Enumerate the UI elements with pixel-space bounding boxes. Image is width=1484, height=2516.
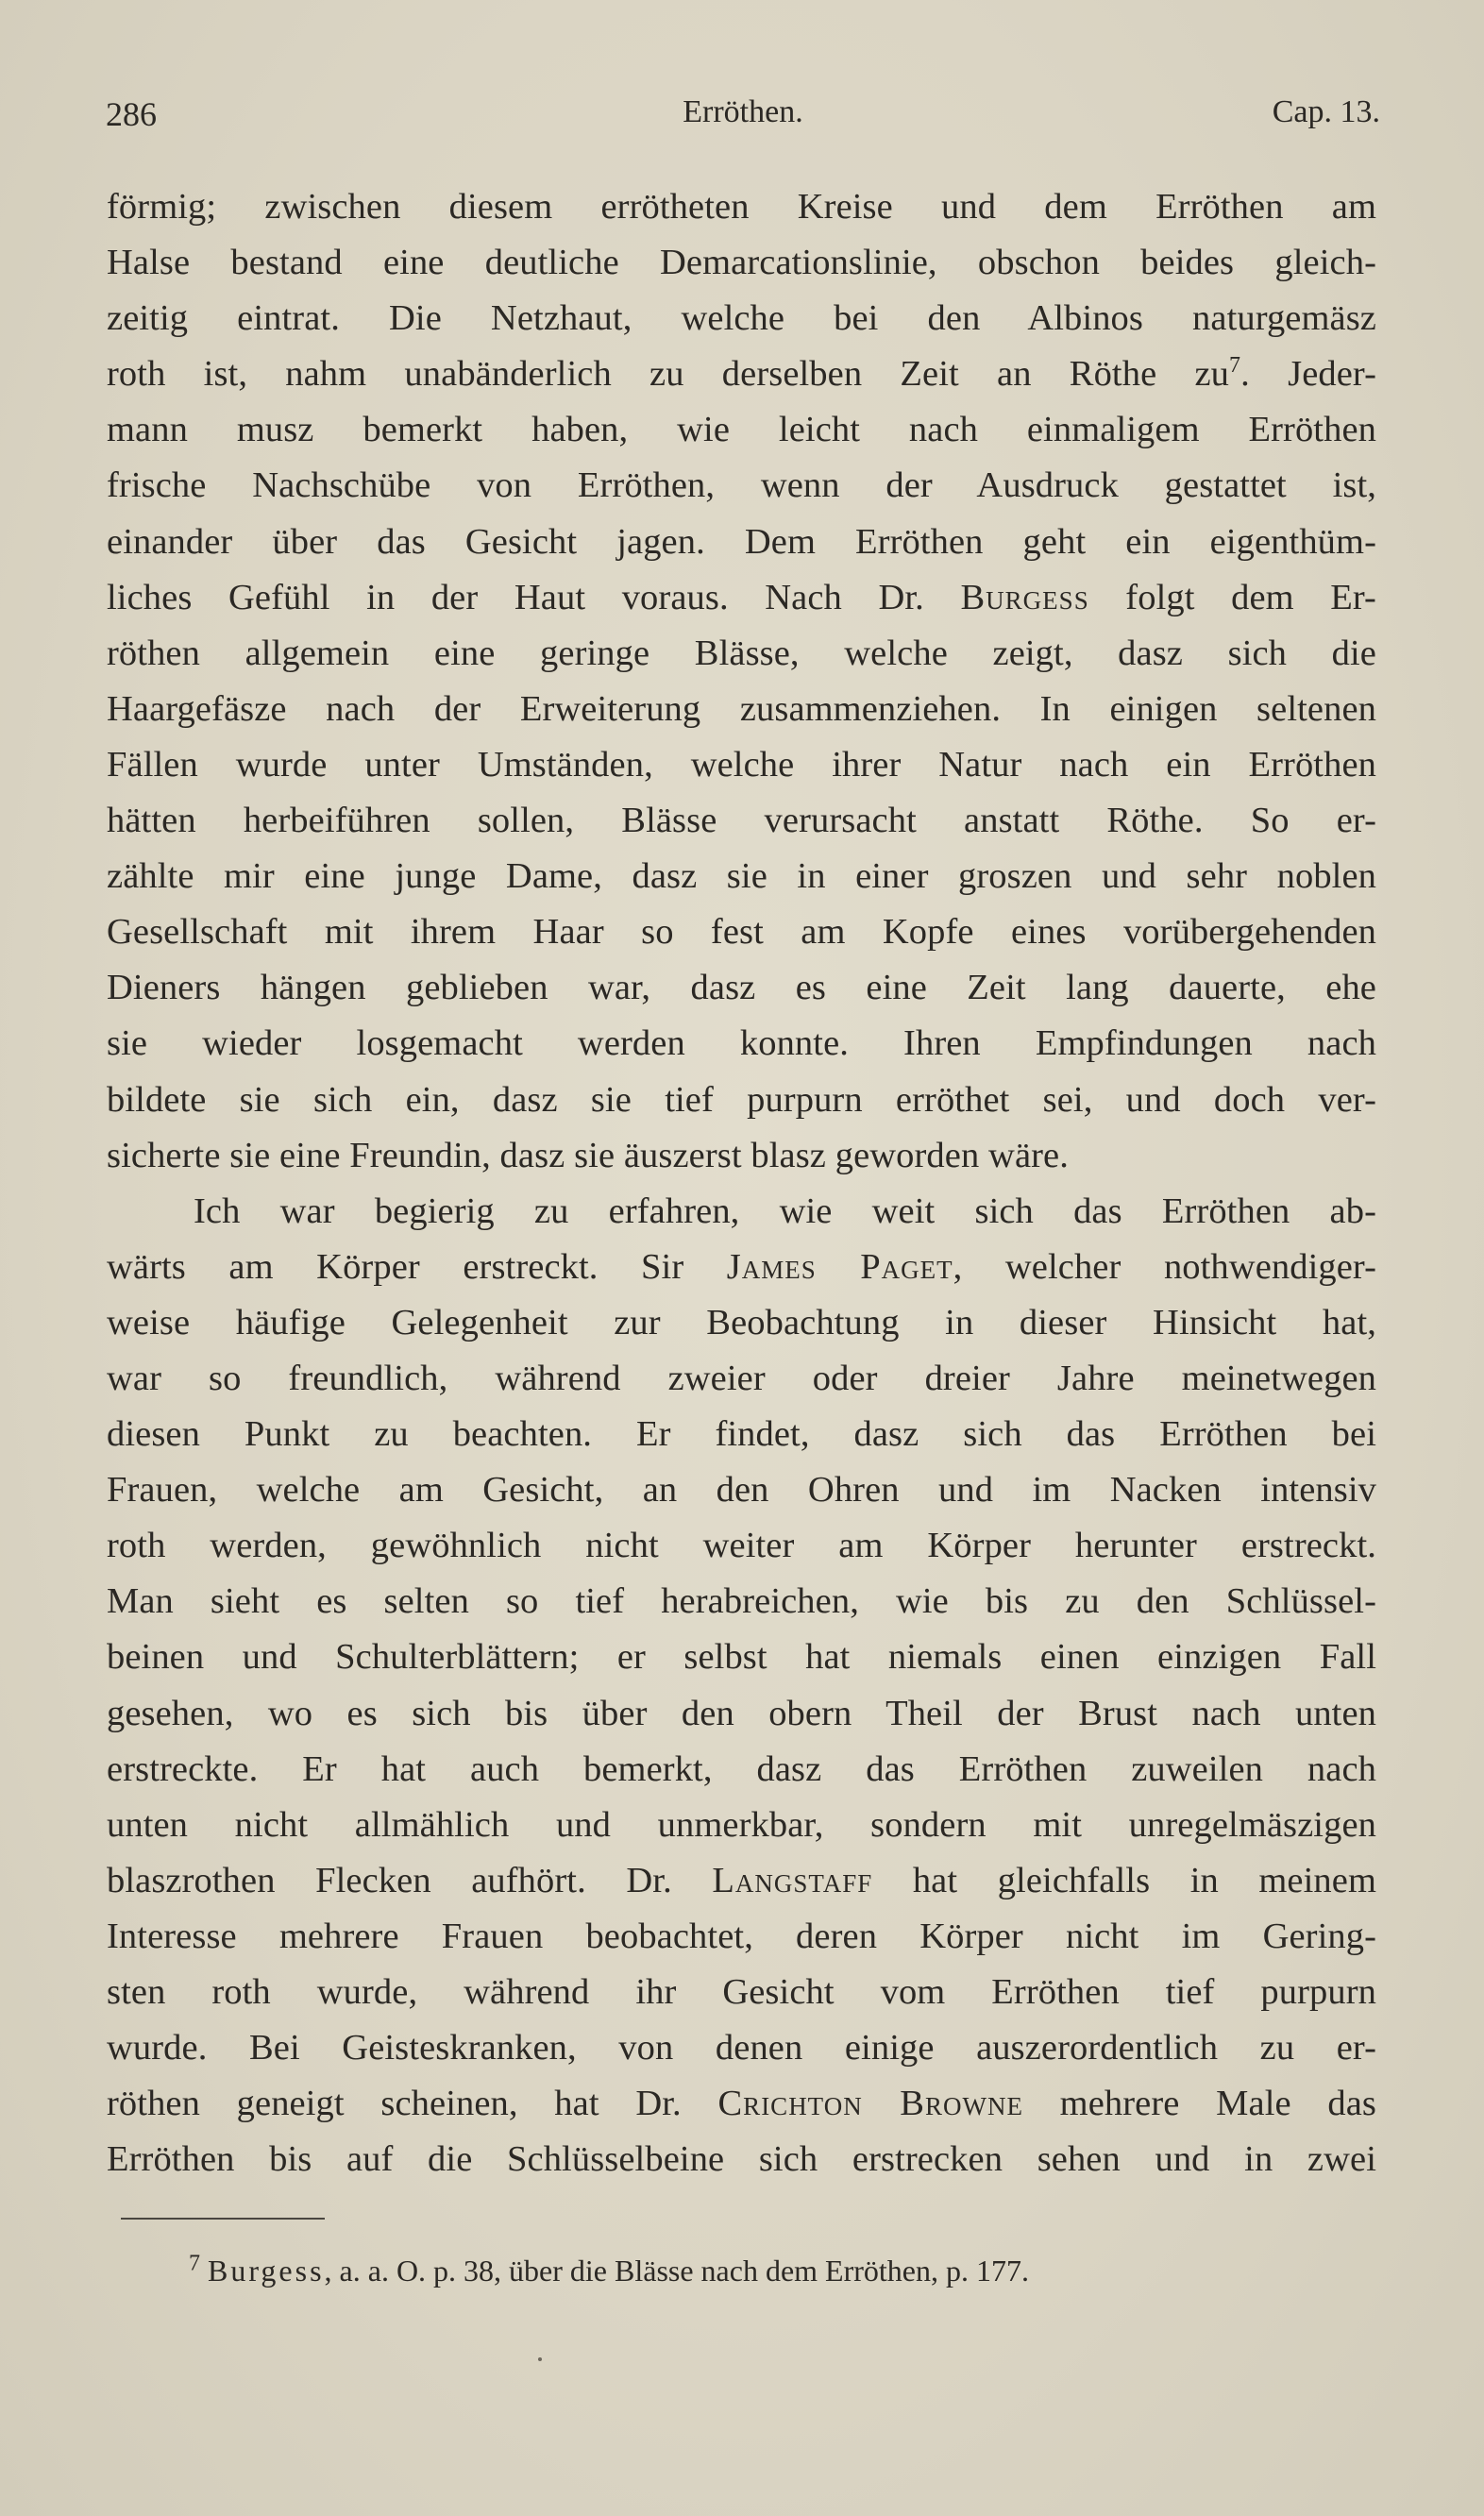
text-line: Halse bestand eine deutliche Demarcationslinie, obschon beides gleich- xyxy=(107,243,1376,283)
text-span: liches Gefühl in der Haut voraus. Nach Dr. xyxy=(107,577,924,617)
footnote-divider xyxy=(121,2218,325,2220)
text-line xyxy=(107,2076,1376,2132)
text-line: zählte mir eine junge Dame, dasz sie in einer groszen und sehr noblen xyxy=(107,856,1376,897)
text-line: einander über das Gesicht jagen. Dem Erröthen geht ein eigenthüm- xyxy=(107,521,1376,562)
text-line: roth werden, gewöhnlich nicht weiter am Körper herunter erstreckt. xyxy=(107,1526,1376,1566)
text-line: hätten herbeiführen sollen, Blässe verursacht anstatt Röthe. So er- xyxy=(107,801,1376,841)
text-line: sicherte sie eine Freundin, dasz sie äuszerst blasz geworden wäre. xyxy=(107,1135,1069,1175)
text-span: roth ist, nahm unabänderlich zu derselben Zeit an Röthe zu xyxy=(107,354,1230,395)
text-line: förmig; zwischen diesem errötheten Kreise und dem Erröthen am xyxy=(107,187,1376,227)
page-number: 286 xyxy=(106,95,157,133)
text-line: Gesellschaft mit ihrem Haar so fest am Kopfe eines vorübergehenden xyxy=(107,912,1376,953)
text-line: zeitig eintrat. Die Netzhaut, welche bei den Albinos naturgemäsz xyxy=(107,298,1376,339)
text-span: . Jeder- xyxy=(1240,354,1376,395)
text-line: gesehen, wo es sich bis über den obern Theil der Brust nach unten xyxy=(107,1693,1376,1733)
text-line: beinen und Schulterblättern; er selbst hat niemals einen einzigen Fall xyxy=(107,1637,1376,1678)
text-line: Dieners hängen geblieben war, dasz es eine Zeit lang dauerte, ehe xyxy=(107,968,1376,1008)
text-span: blaszrothen Flecken aufhört. Dr. xyxy=(107,1860,672,1900)
author-name: Crichton Browne xyxy=(717,2084,1023,2124)
text-line: diesen Punkt zu beachten. Er findet, dasz sich das Erröthen bei xyxy=(107,1414,1376,1455)
text-span: mehrere Male das xyxy=(1022,2084,1377,2124)
body-text xyxy=(107,179,1376,2187)
text-line: Frauen, welche am Gesicht, an den Ohren und im Nacken intensiv xyxy=(107,1470,1376,1511)
text-span: hat gleichfalls in meinem xyxy=(872,1860,1377,1900)
text-span: folgt dem Er- xyxy=(1088,577,1376,617)
footnote-reference[interactable]: 7 xyxy=(1229,353,1241,379)
text-line: sie wieder losgemacht werden konnte. Ihren Empfindungen nach xyxy=(107,1023,1376,1064)
text-line: mann musz bemerkt haben, wie leicht nach einmaligem Erröthen xyxy=(107,410,1376,450)
text-line: bildete sie sich ein, dasz sie tief purpurn erröthet sei, und doch ver- xyxy=(107,1079,1376,1120)
footnote-text: , a. a. O. p. 38, über die Blässe nach dem Erröthen, p. 177. xyxy=(324,2254,1029,2288)
author-name: James Paget xyxy=(726,1246,953,1287)
text-span: röthen geneigt scheinen, hat Dr. xyxy=(107,2084,682,2124)
text-line: war so freundlich, während zweier oder dreier Jahre meinetwegen xyxy=(107,1358,1376,1398)
paper-speck xyxy=(538,2357,542,2361)
text-span: , welcher nothwendiger- xyxy=(953,1246,1376,1287)
footnote xyxy=(189,2251,1029,2290)
running-title: Erröthen. xyxy=(683,94,803,129)
footnote-author: Burgess xyxy=(208,2254,325,2288)
text-line: erstreckte. Er hat auch bemerkt, dasz das Erröthen zuweilen nach xyxy=(107,1748,1376,1789)
text-line: unten nicht allmählich und unmerkbar, sondern mit unregelmäszigen xyxy=(107,1804,1376,1845)
text-line xyxy=(107,570,1376,626)
text-line: Erröthen bis auf die Schlüsselbeine sich erstrecken sehen und in zwei xyxy=(107,2139,1376,2180)
text-line: sten roth wurde, während ihr Gesicht vom Erröthen tief purpurn xyxy=(107,1972,1376,2012)
text-line: röthen allgemein eine geringe Blässe, welche zeigt, dasz sich die xyxy=(107,633,1376,673)
text-line: Haargefäsze nach der Erweiterung zusammenziehen. In einigen seltenen xyxy=(107,688,1376,729)
text-line: weise häufige Gelegenheit zur Beobachtung in dieser Hinsicht hat, xyxy=(107,1302,1376,1342)
text-span: wärts am Körper erstreckt. Sir xyxy=(107,1246,684,1287)
chapter-label: Cap. 13. xyxy=(1272,94,1380,129)
text-line: Ich war begierig zu erfahren, wie weit sich das Erröthen ab- xyxy=(194,1190,1376,1231)
text-line xyxy=(107,1853,1376,1909)
text-line xyxy=(107,346,1376,402)
footnote-marker: 7 xyxy=(189,2251,200,2276)
text-line: Man sieht es selten so tief herabreichen, wie bis zu den Schlüssel- xyxy=(107,1581,1376,1622)
author-name: Burgess xyxy=(960,577,1089,617)
text-line: Fällen wurde unter Umständen, welche ihrer Natur nach ein Erröthen xyxy=(107,744,1376,785)
running-head xyxy=(106,94,1380,142)
text-line: wurde. Bei Geisteskranken, von denen einige auszerordentlich zu er- xyxy=(107,2028,1376,2069)
text-line: Interesse mehrere Frauen beobachtet, deren Körper nicht im Gering- xyxy=(107,1916,1376,1956)
author-name: Langstaff xyxy=(712,1860,873,1900)
text-line: frische Nachschübe von Erröthen, wenn der Ausdruck gestattet ist, xyxy=(107,465,1376,506)
text-line xyxy=(107,1240,1376,1295)
